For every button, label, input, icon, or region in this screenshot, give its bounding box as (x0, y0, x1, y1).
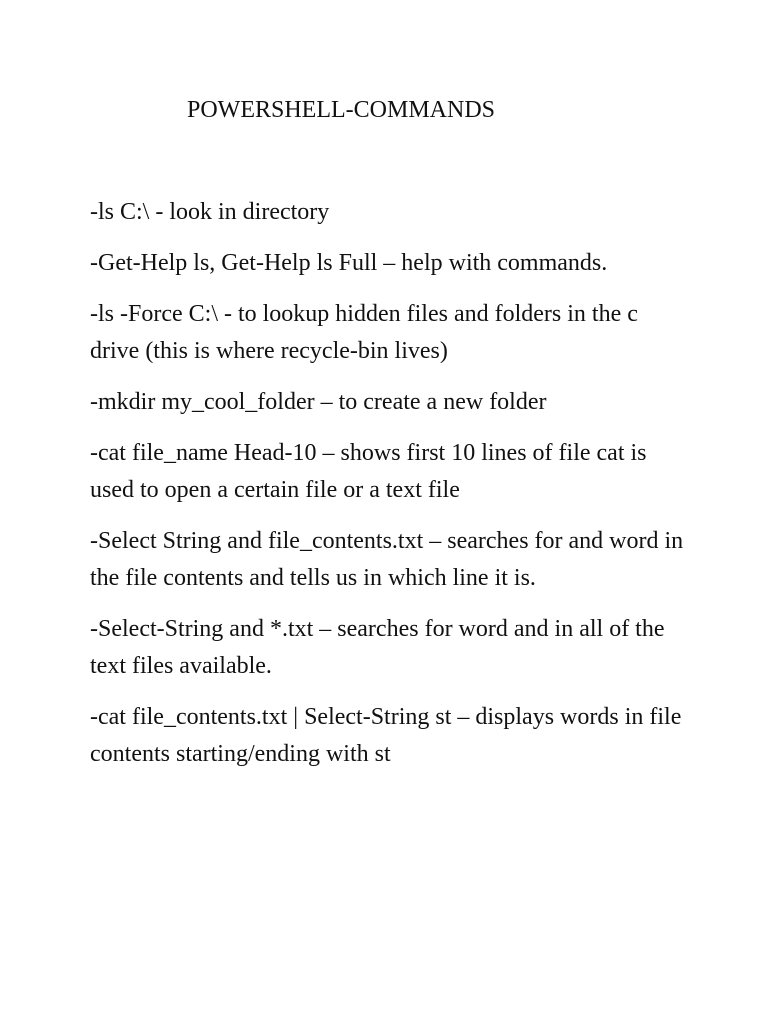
command-entry-ls-force: -ls -Force C:\ - to lookup hidden files and folders in the c drive (this is where recycle-bin lives) (90, 301, 638, 364)
command-entry-get-help: -Get-Help ls, Get-Help ls Full – help with commands. (90, 250, 608, 276)
command-entry-mkdir: -mkdir my_cool_folder – to create a new folder (90, 389, 547, 415)
command-entry-select-string-txt: -Select-String and *.txt – searches for word and in all of the text files available. (90, 616, 665, 679)
command-entry-cat-pipe: -cat file_contents.txt | Select-String st – displays words in file contents starting/ending with st (90, 704, 682, 767)
command-entry-ls: -ls C:\ - look in directory (90, 199, 330, 225)
page-title: POWERSHELL-COMMANDS (187, 97, 496, 123)
command-entry-cat-head: -cat file_name Head-10 – shows first 10 lines of file cat is used to open a certain file or a text file (90, 440, 647, 503)
command-list (90, 194, 690, 787)
command-entry-select-string: -Select String and file_contents.txt – searches for and word in the file contents and tells us in which line it is. (90, 528, 684, 591)
